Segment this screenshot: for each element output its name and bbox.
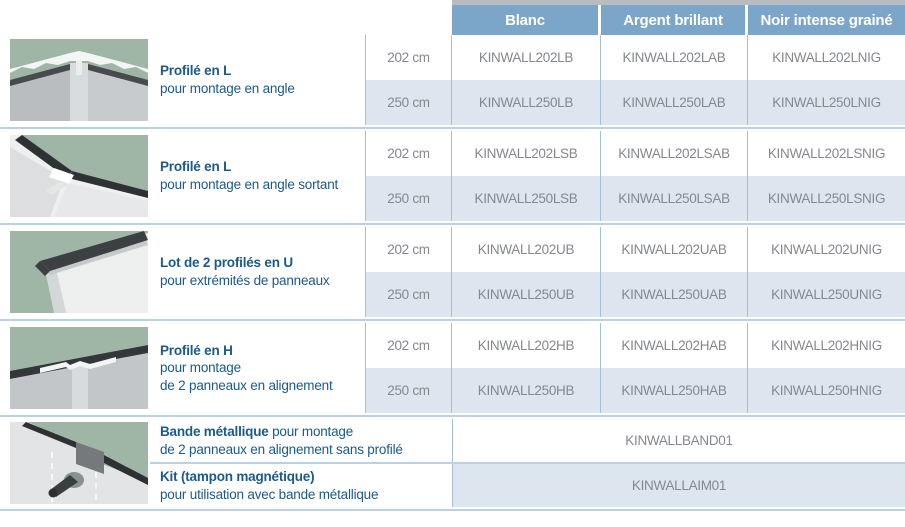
code-cell: KINWALL202UB bbox=[452, 227, 600, 272]
code-cell: KINWALL202HNIG bbox=[748, 323, 905, 368]
product-name: Lot de 2 profilés en U bbox=[160, 255, 293, 271]
size-column bbox=[365, 227, 452, 317]
product-group-accessories bbox=[0, 419, 905, 507]
code-column-blanc bbox=[452, 323, 600, 413]
product-description bbox=[150, 131, 365, 221]
code-cell: KINWALL250LNIG bbox=[748, 80, 905, 125]
product-description bbox=[150, 35, 365, 125]
header-spacer bbox=[0, 0, 452, 35]
bottom-margin bbox=[0, 513, 905, 527]
product-group-h-profile bbox=[0, 323, 905, 413]
product-subtitle: pour montage bbox=[160, 360, 241, 376]
accessory-name: Bande métallique bbox=[160, 423, 269, 439]
product-name: Profilé en H bbox=[160, 342, 233, 358]
code-cell: KINWALL250HB bbox=[452, 368, 600, 413]
code-column-argent bbox=[600, 35, 747, 125]
accessory-description bbox=[150, 464, 452, 507]
code-cell: KINWALL202HAB bbox=[601, 323, 747, 368]
code-cell: KINWALL250LAB bbox=[601, 80, 747, 125]
product-subtitle: pour montage en angle bbox=[160, 81, 295, 96]
code-cell: KINWALL202LSNIG bbox=[748, 131, 905, 176]
code-cell: KINWALL250UNIG bbox=[748, 272, 905, 317]
code-cell: KINWALL250UAB bbox=[601, 272, 747, 317]
code-cell: KINWALL250HNIG bbox=[748, 368, 905, 413]
code-cell: KINWALL250LB bbox=[452, 80, 600, 125]
size-cell: 250 cm bbox=[366, 272, 451, 317]
code-cell: KINWALL202LSB bbox=[452, 131, 600, 176]
code-cell: KINWALL202LAB bbox=[601, 35, 747, 80]
code-cell: KINWALL202LNIG bbox=[748, 35, 905, 80]
accessory-description bbox=[150, 419, 452, 462]
product-name: Profilé en L bbox=[160, 159, 232, 175]
size-cell: 202 cm bbox=[366, 323, 451, 368]
size-cell: 202 cm bbox=[366, 35, 451, 80]
code-column-argent bbox=[600, 323, 747, 413]
code-cell: KINWALL250LSB bbox=[452, 176, 600, 221]
size-cell: 250 cm bbox=[366, 368, 451, 413]
product-name: Profilé en L bbox=[160, 63, 232, 79]
size-cell: 250 cm bbox=[366, 80, 451, 125]
code-cell: KINWALLAIM01 bbox=[452, 464, 905, 507]
code-cell: KINWALL250LSAB bbox=[601, 176, 747, 221]
l-profile-corner-image bbox=[0, 35, 150, 125]
code-column-blanc bbox=[452, 35, 600, 125]
u-profile-image bbox=[0, 227, 150, 317]
code-cell: KINWALLBAND01 bbox=[452, 419, 905, 462]
size-cell: 202 cm bbox=[366, 131, 451, 176]
code-column-noir bbox=[747, 323, 905, 413]
code-cell: KINWALL202HB bbox=[452, 323, 600, 368]
code-column-noir bbox=[747, 35, 905, 125]
size-cell: 250 cm bbox=[366, 176, 451, 221]
code-column-argent bbox=[600, 131, 747, 221]
accessory-subtitle: pour utilisation avec bande métallique bbox=[160, 486, 379, 502]
h-profile-image bbox=[0, 323, 150, 413]
code-cell: KINWALL202LB bbox=[452, 35, 600, 80]
product-group-l-profile-outside-corner bbox=[0, 131, 905, 221]
product-subtitle: pour extrémités de panneaux bbox=[160, 273, 330, 288]
code-column-noir bbox=[747, 131, 905, 221]
l-profile-outside-corner-image bbox=[0, 131, 150, 221]
product-group-l-profile-corner bbox=[0, 35, 905, 125]
size-column bbox=[365, 35, 452, 125]
metal-band-magnet-kit-image bbox=[0, 419, 150, 507]
product-description bbox=[150, 227, 365, 317]
product-subtitle: pour montage en angle sortant bbox=[160, 177, 339, 192]
code-cell: KINWALL202UNIG bbox=[748, 227, 905, 272]
code-cell: KINWALL250LSNIG bbox=[748, 176, 905, 221]
code-column-blanc bbox=[452, 227, 600, 317]
product-group-u-profile bbox=[0, 227, 905, 317]
code-column-argent bbox=[600, 227, 747, 317]
size-column bbox=[365, 323, 452, 413]
code-column-noir bbox=[747, 227, 905, 317]
size-column bbox=[365, 131, 452, 221]
column-header-noir-intense-graine: Noir intense grainé bbox=[748, 5, 905, 35]
size-cell: 202 cm bbox=[366, 227, 451, 272]
product-description bbox=[150, 323, 365, 413]
code-cell: KINWALL250UB bbox=[452, 272, 600, 317]
code-cell: KINWALL250HAB bbox=[601, 368, 747, 413]
accessory-row-kit-aimant bbox=[150, 462, 905, 507]
code-cell: KINWALL202UAB bbox=[601, 227, 747, 272]
accessory-row-bande-metallique bbox=[150, 419, 905, 462]
column-header-argent-brillant: Argent brillant bbox=[601, 5, 745, 35]
product-subtitle-2: de 2 panneaux en alignement bbox=[160, 377, 333, 393]
code-column-blanc bbox=[452, 131, 600, 221]
accessory-name: Kit (tampon magnétique) bbox=[160, 468, 315, 484]
accessory-subtitle: de 2 panneaux en alignement sans profilé bbox=[160, 441, 403, 457]
code-cell: KINWALL202LSAB bbox=[601, 131, 747, 176]
table-header bbox=[0, 0, 905, 35]
accessory-subtitle-inline: pour montage bbox=[268, 423, 354, 439]
column-header-blanc: Blanc bbox=[452, 5, 598, 35]
